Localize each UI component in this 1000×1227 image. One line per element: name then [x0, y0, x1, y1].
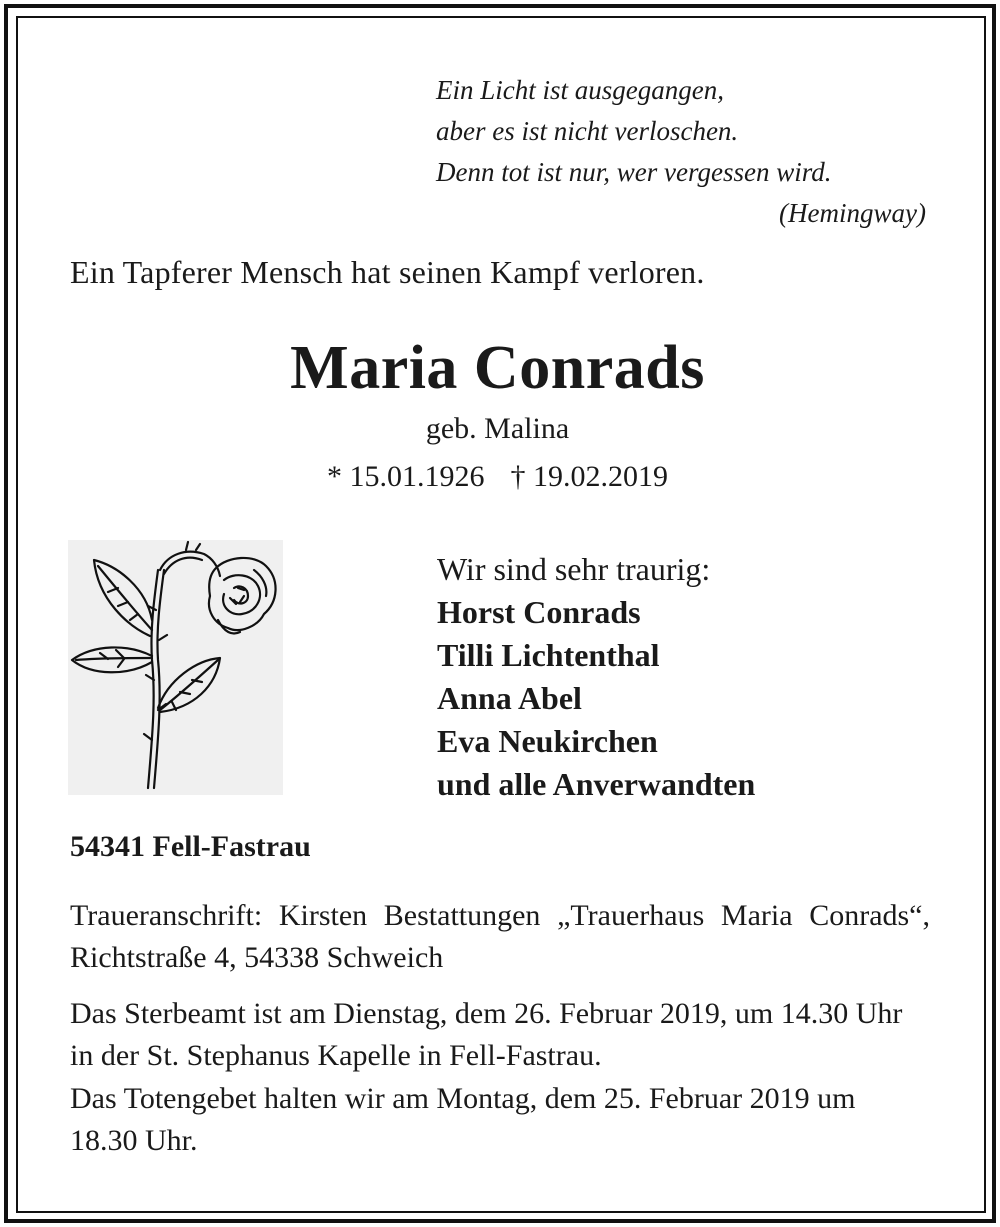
quote-line: aber es ist nicht verloschen.: [436, 116, 739, 146]
mourners-lead: Wir sind sehr traurig:: [437, 551, 711, 587]
quote-author: (Hemingway): [779, 198, 926, 228]
funeral-mass-info: Das Sterbeamt ist am Dienstag, dem 26. Februar 2019, um 14.30 Uhr in der St. Stephanus Kapelle in Fell-Fastrau.: [70, 997, 903, 1072]
life-dates: [0, 460, 995, 494]
quote-line: Denn tot ist nur, wer vergessen wird.: [436, 157, 832, 187]
prayer-info: Das Totengebet halten wir am Montag, dem 25. Februar 2019 um 18.30 Uhr.: [70, 1082, 856, 1157]
quote-line: Ein Licht ist ausgegangen,: [436, 75, 724, 105]
deceased-name: Maria Conrads: [290, 334, 705, 402]
death-date: † 19.02.2019: [510, 460, 668, 493]
mourner-name: Anna Abel: [437, 680, 582, 716]
maiden-name: geb. Malina: [425, 412, 570, 445]
place-line: 54341 Fell-Fastrau: [70, 830, 311, 863]
birth-date: * 15.01.1926: [327, 460, 485, 493]
mourners-block: [437, 548, 755, 806]
mourner-name: und alle Anverwandten: [437, 766, 756, 802]
mourner-name: Eva Neukirchen: [437, 723, 658, 759]
mourning-address: Traueranschrift: Kirsten Bestattungen „Trauerhaus Maria Conrads“, Richtstraße 4, 54338 Schweich: [70, 899, 930, 974]
rose-drawing-icon: [68, 540, 283, 795]
hemingway-quote: [436, 70, 926, 234]
mourner-name: Horst Conrads: [437, 594, 641, 630]
intro-line: Ein Tapferer Mensch hat seinen Kampf verloren.: [70, 254, 705, 290]
mourner-name: Tilli Lichtenthal: [437, 637, 660, 673]
